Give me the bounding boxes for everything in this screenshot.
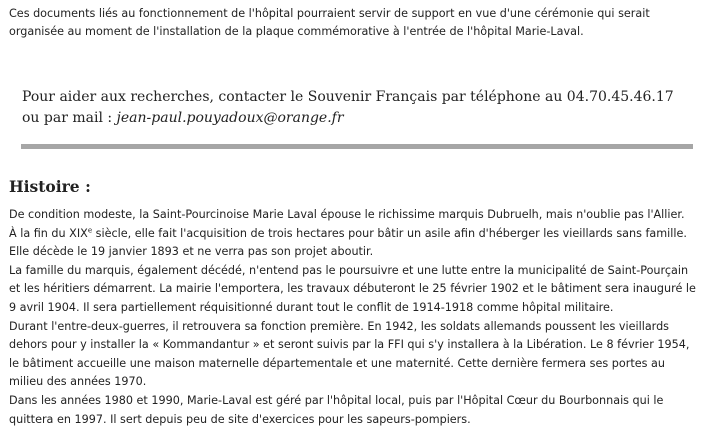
contact-text: Pour aider aux recherches, contacter le Souvenir Français par téléphone au 04.70.45.46.17 ou par mail :: [22, 89, 674, 126]
history-paragraph-1: De condition modeste, la Saint-Pourcinoise Marie Laval épouse le richissime marquis Dubruelh, mais n'oublie pas l'Allier.: [9, 208, 685, 221]
history-paragraph-5: Dans les années 1980 et 1990, Marie-Laval est géré par l'hôpital local, puis par l'Hôpital Cœur du Bourbonnais qui le quittera en 1997. Il sert depuis peu de site d'exercices pour les sapeurs-pompiers.: [9, 393, 664, 426]
history-paragraph-2-end: siècle, elle fait l'acquisition de trois hectares pour bâtir un asile afin d'héberger les vieillards sans famille. Elle décède le 19 janvier 1893 et ne verra pas son projet aboutir.: [9, 226, 687, 259]
contact-callout: [22, 87, 692, 129]
history-text: [9, 206, 701, 429]
intro-paragraph: Ces documents liés au fonctionnement de l'hôpital pourraient servir de support en vue d'une cérémonie qui serait organisée au moment de l'installation de la plaque commémorative à l'entrée de l'hôpital Marie-Laval.: [9, 7, 650, 38]
divider: [21, 144, 693, 149]
century-superscript: e: [87, 225, 93, 234]
history-paragraph-2: [9, 225, 701, 262]
contact-email[interactable]: jean-paul.pouyadoux@orange.fr: [116, 110, 344, 126]
section-heading: Histoire :: [9, 177, 91, 196]
history-paragraph-4: Durant l'entre-deux-guerres, il retrouvera sa fonction première. En 1942, les soldats allemands poussent les vieillards dehors pour y installer la « Kommandantur » et seront suivis par la FFI qui s'y installera à la Libération. Le 8 février 1954, le bâtiment accueille une maison maternelle départementale et une maternité. Cette dernière fermera ses portes au milieu des années 1970.: [9, 319, 690, 389]
history-paragraph-3: La famille du marquis, également décédé, n'entend pas le poursuivre et une lutte entre la municipalité de Saint-Pourçain et les héritiers démarrent. La mairie l'emportera, les travaux débuteront le 25 février 1902 et le bâtiment sera inauguré le 9 avril 1904. Il sera partiellement réquisitionné durant tout le conflit de 1914-1918 comme hôpital militaire.: [9, 263, 696, 314]
history-paragraph-2-start: À la fin du XIX: [9, 226, 88, 240]
